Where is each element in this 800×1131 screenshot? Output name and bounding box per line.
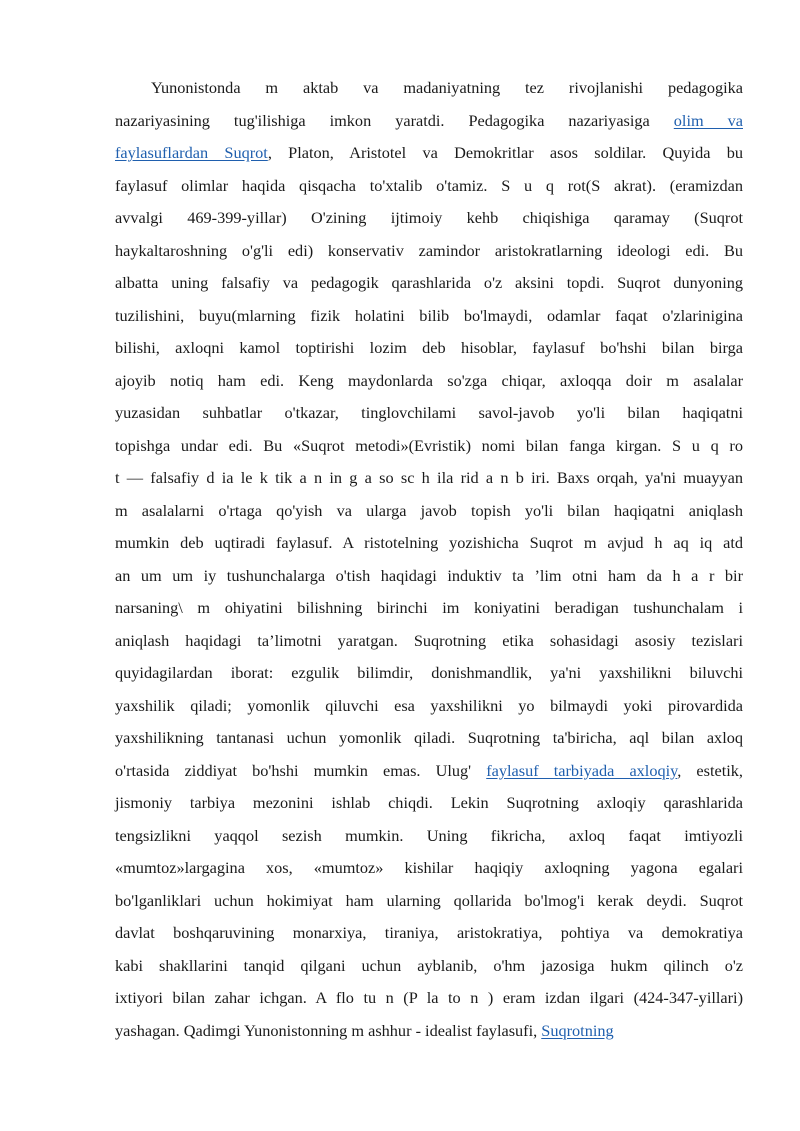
paragraph-line xyxy=(115,235,743,268)
text-run: yaxshilik qiladi; yomonlik qiluvchi esa yaxshilikni yo bilmaydi yoki pirovardida xyxy=(115,695,743,715)
text-run: jismoniy tarbiya mezonini ishlab chiqdi. Lekin Suqrotning axloqiy qarashlarida xyxy=(115,793,743,812)
text-run: mumkin deb uqtiradi faylasuf. A ristotelning yozishicha Suqrot m avjud h aq iq atd xyxy=(115,533,743,552)
paragraph-line xyxy=(115,852,743,885)
paragraph-line xyxy=(115,982,743,1015)
paragraph-line xyxy=(115,625,743,658)
text-run: tuzilishini, buyu(mlarning fizik holatini bilib bo'lmaydi, odamlar faqat o'zlarinigina xyxy=(115,305,743,325)
text-run: nazariyasining tug'ilishiga imkon yaratdi. Pedagogika nazariyasiga xyxy=(115,110,674,130)
paragraph-line xyxy=(115,1015,743,1048)
text-run: yaxshilikning tantanasi uchun yomonlik qiladi. Suqrotning ta'biricha, aql bilan axloq xyxy=(115,728,743,747)
text-run: haykaltaroshning o'g'li edi) konservativ zamindor aristokratlarning ideologi edi. Bu xyxy=(115,240,743,260)
paragraph-line xyxy=(115,495,743,528)
inline-link[interactable]: olim va xyxy=(673,110,743,130)
text-run: faylasuf olimlar haqida qisqacha to'xtalib o'tamiz. S u q rot(S akrat). (eramizdan xyxy=(115,175,743,195)
paragraph-line xyxy=(115,105,743,138)
text-run: yashagan. Qadimgi Yunonistonning m ashhur - idealist faylasufi, xyxy=(115,1020,542,1040)
paragraph-line xyxy=(115,170,743,203)
text-run: bo'lganliklari uchun hokimiyat ham ularning qollarida bo'lmog'i kerak deydi. Suqrot xyxy=(115,890,743,910)
text-run: m asalalarni o'rtaga qo'yish va ularga javob topish yo'li bilan haqiqatni aniqlash xyxy=(115,500,743,520)
text-run: «mumtoz»largagina xos, «mumtoz» kishilar haqiqiy axloqning yagona egalari xyxy=(115,858,743,877)
paragraph-line xyxy=(115,592,743,625)
paragraph-line xyxy=(115,202,743,235)
text-run: davlat boshqaruvining monarxiya, tiraniya, aristokratiya, pohtiya va demokratiya xyxy=(115,923,743,942)
text-run: aniqlash haqidagi ta’limotni yaratgan. Suqrotning etika sohasidagi asosiy tezislari xyxy=(115,630,743,650)
paragraph-line xyxy=(115,397,743,430)
paragraph-line xyxy=(115,527,743,560)
inline-link[interactable]: faylasuflardan Suqrot xyxy=(115,143,268,162)
paragraph-line xyxy=(115,657,743,690)
text-run: t — falsafiy d ia le k tik a n in g a so sc h ila rid a n b iri. Baxs orqah, ya'ni muayyan xyxy=(115,468,743,487)
text-run: topishga undar edi. Bu «Suqrot metodi»(Evristik) nomi bilan fanga kirgan. S u q ro xyxy=(115,435,743,455)
paragraph-line xyxy=(115,917,743,950)
text-run: ixtiyori bilan zahar ichgan. A flo tu n (P la to n ) eram izdan ilgari (424-347-yillari) xyxy=(115,988,743,1007)
paragraph-line xyxy=(115,137,743,170)
paragraph-line xyxy=(115,300,743,333)
paragraph-line xyxy=(115,722,743,755)
paragraph-line xyxy=(115,950,743,983)
text-run: quyidagilardan iborat: ezgulik bilimdir, donishmandlik, ya'ni yaxshilikni biluvchi xyxy=(115,663,743,682)
paragraph-line xyxy=(115,787,743,820)
text-run: , estetik, xyxy=(677,760,743,780)
text-run: an um um iy tushunchalarga o'tish haqidagi induktiv ta ’lim otni ham da h a r bir xyxy=(115,565,743,585)
text-run: tengsizlikni yaqqol sezish mumkin. Uning fikricha, axloq faqat imtiyozli xyxy=(115,825,743,845)
paragraph-line xyxy=(115,690,743,723)
inline-link[interactable]: faylasuf tarbiyada axloqiy xyxy=(486,760,678,780)
paragraph-line xyxy=(115,462,743,495)
paragraph-line xyxy=(115,885,743,918)
text-run: , Platon, Aristotel va Demokritlar asos soldilar. Quyida bu xyxy=(267,143,743,162)
document-page xyxy=(115,72,743,1047)
paragraph-line xyxy=(115,332,743,365)
paragraph-line xyxy=(115,267,743,300)
paragraph-line xyxy=(115,72,743,105)
text-run: bilishi, axloqni kamol toptirishi lozim deb hisoblar, faylasuf bo'hshi bilan birga xyxy=(115,338,743,357)
text-run: o'rtasida ziddiyat bo'hshi mumkin emas. Ulug' xyxy=(115,760,487,780)
text-run: avvalgi 469-399-yillar) O'zining ijtimoiy kehb chiqishiga qaramay (Suqrot xyxy=(115,208,743,227)
text-run: yuzasidan suhbatlar o'tkazar, tinglovchilami savol-javob yo'li bilan haqiqatni xyxy=(115,403,743,422)
text-run: ajoyib notiq ham edi. Keng maydonlarda so'zga chiqar, axloqqa doir m asalalar xyxy=(115,370,743,390)
inline-link[interactable]: Suqrotning xyxy=(541,1020,614,1040)
paragraph-line xyxy=(115,560,743,593)
text-run: Yunonistonda m aktab va madaniyatning tez rivojlanishi pedagogika xyxy=(151,78,743,97)
text-run: narsaning\ m ohiyatini bilishning birinchi im koniyatini beradigan tushunchalam i xyxy=(115,598,743,617)
paragraph-line xyxy=(115,365,743,398)
text-run: kabi shakllarini tanqid qilgani uchun ayblanib, o'hm jazosiga hukm qilinch o'z xyxy=(115,955,743,975)
paragraph-line xyxy=(115,430,743,463)
text-run: albatta uning falsafiy va pedagogik qarashlarida o'z aksini topdi. Suqrot dunyoning xyxy=(115,273,743,292)
paragraph-line xyxy=(115,755,743,788)
paragraph-line xyxy=(115,820,743,853)
